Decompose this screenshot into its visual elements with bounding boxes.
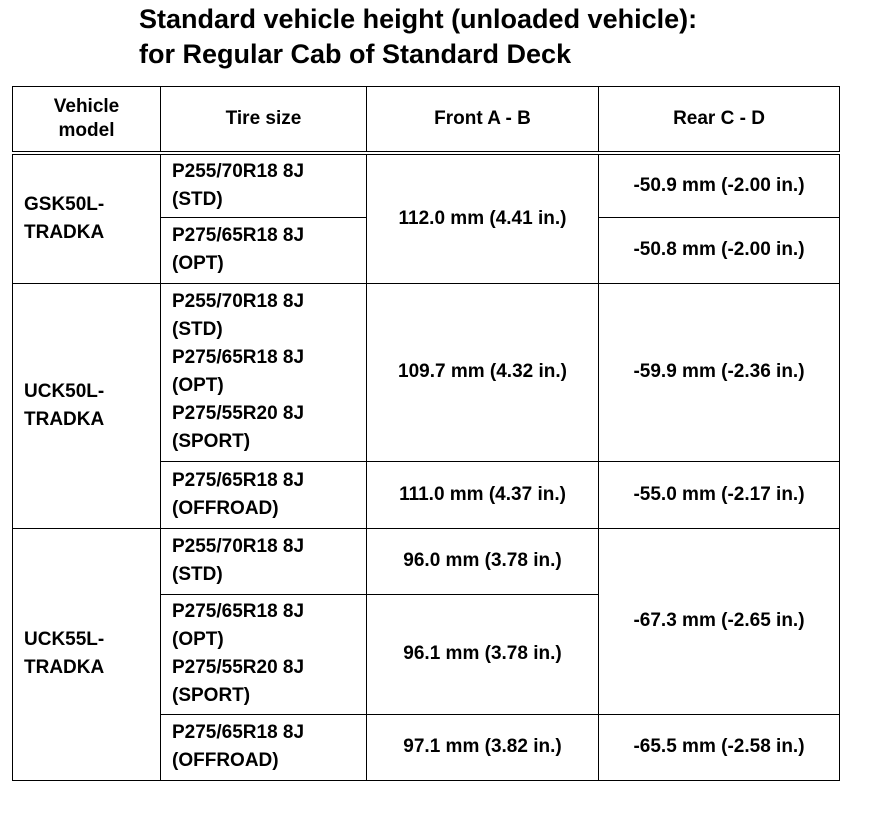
front-cell: 96.0 mm (3.78 in.) — [367, 528, 599, 594]
tire-cell: P275/65R18 8J (OFFROAD) — [161, 461, 367, 528]
title-line-1: Standard vehicle height (unloaded vehicle): — [139, 4, 698, 34]
rear-cell: -59.9 mm (-2.36 in.) — [599, 283, 840, 461]
front-cell: 97.1 mm (3.82 in.) — [367, 714, 599, 780]
front-cell: 111.0 mm (4.37 in.) — [367, 461, 599, 528]
rear-cell: -55.0 mm (-2.17 in.) — [599, 461, 840, 528]
table-row — [13, 153, 840, 217]
model-cell: GSK50L-TRADKA — [13, 153, 161, 283]
rear-cell: -67.3 mm (-2.65 in.) — [599, 528, 840, 714]
tire-cell: P255/70R18 8J (STD) — [161, 528, 367, 594]
table-row — [13, 283, 840, 461]
header-rear: Rear C - D — [599, 87, 840, 154]
table-row — [13, 528, 840, 594]
title-line-2: for Regular Cab of Standard Deck — [139, 39, 572, 69]
tire-cell: P275/65R18 8J (OPT) — [161, 217, 367, 283]
rear-cell: -50.9 mm (-2.00 in.) — [599, 153, 840, 217]
tire-cell: P275/65R18 8J (OPT) P275/55R20 8J (SPORT) — [161, 594, 367, 714]
rear-cell: -65.5 mm (-2.58 in.) — [599, 714, 840, 780]
header-tire-size: Tire size — [161, 87, 367, 154]
header-vehicle-model: Vehicle model — [13, 87, 161, 154]
tire-cell: P275/65R18 8J (OFFROAD) — [161, 714, 367, 780]
vehicle-height-table — [12, 86, 840, 781]
rear-cell: -50.8 mm (-2.00 in.) — [599, 217, 840, 283]
table-header-row — [13, 87, 840, 154]
model-cell: UCK55L-TRADKA — [13, 528, 161, 780]
front-cell: 112.0 mm (4.41 in.) — [367, 153, 599, 283]
tire-cell: P255/70R18 8J (STD) — [161, 153, 367, 217]
front-cell: 109.7 mm (4.32 in.) — [367, 283, 599, 461]
front-cell: 96.1 mm (3.78 in.) — [367, 594, 599, 714]
tire-cell: P255/70R18 8J (STD) P275/65R18 8J (OPT) P275/55R20 8J (SPORT) — [161, 283, 367, 461]
model-cell: UCK50L-TRADKA — [13, 283, 161, 528]
document-title — [139, 2, 697, 72]
header-front: Front A - B — [367, 87, 599, 154]
